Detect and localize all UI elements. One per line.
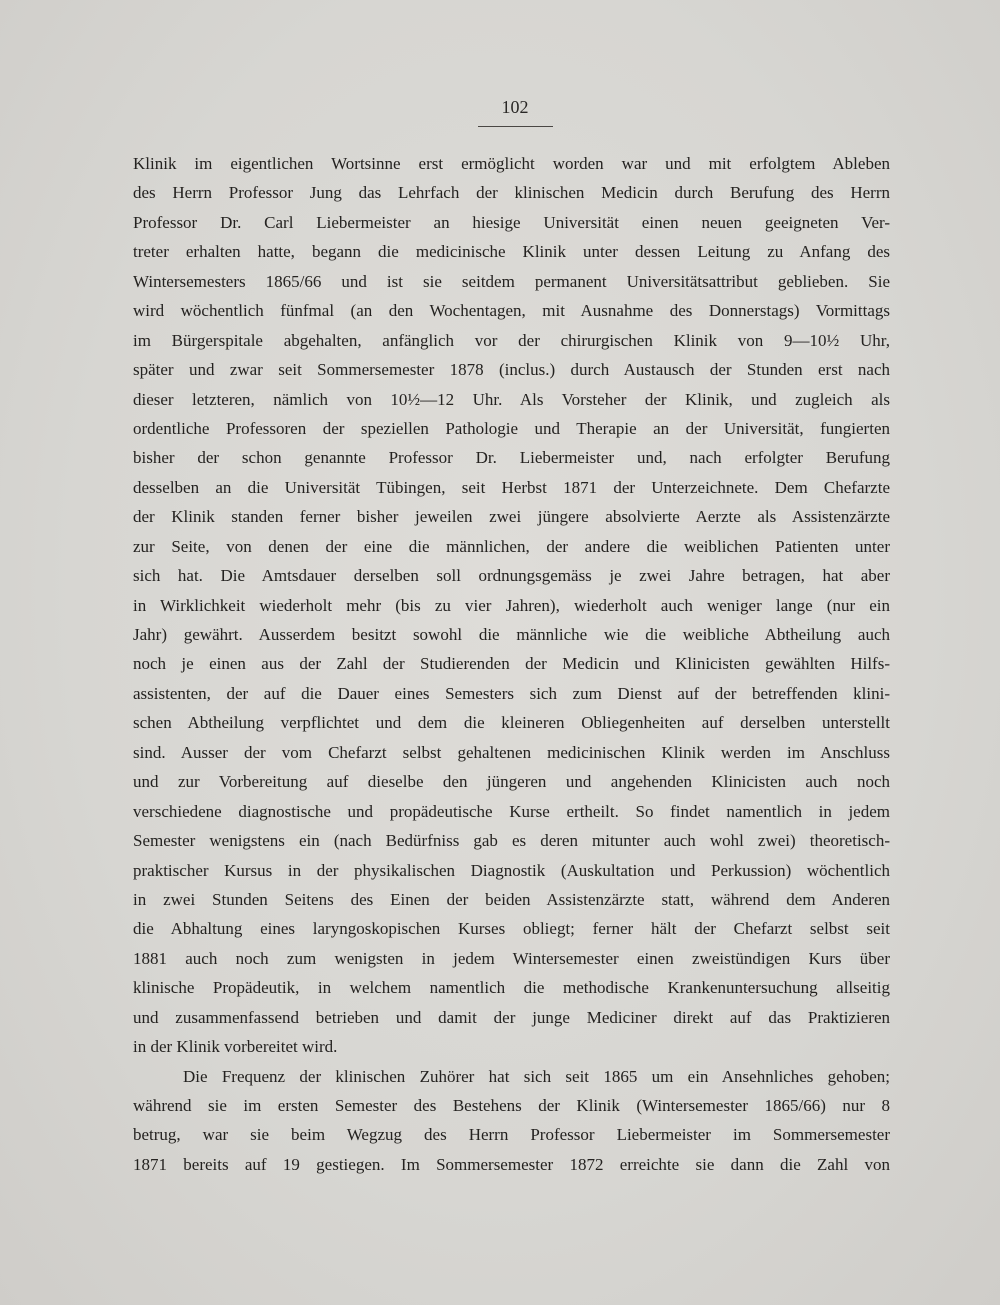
text-line: ordentliche Professoren der speziellen Pathologie und Therapie an der Universität, fungierten [133, 418, 890, 438]
text-line: bisher der schon genannte Professor Dr. Liebermeister und, nach erfolgter Berufung [133, 448, 890, 468]
page-number: 102 [501, 97, 529, 117]
text-line: zur Seite, von denen der eine die männlichen, der andere die weiblichen Patienten unter [133, 536, 890, 556]
text-line: betrug, war sie beim Wegzug des Herrn Professor Liebermeister im Sommersemester [133, 1125, 890, 1145]
text-line: schen Abtheilung verpflichtet und dem die kleineren Obliegenheiten auf derselben unterstellt [133, 713, 890, 733]
text-line: in zwei Stunden Seitens des Einen der beiden Assistenzärzte statt, während dem Anderen [133, 889, 890, 909]
text-line: wird wöchentlich fünfmal (an den Wochentagen, mit Ausnahme des Donnerstags) Vormittags [133, 301, 890, 321]
text-line: praktischer Kursus in der physikalischen Diagnostik (Auskultation und Perkussion) wöchentlich [133, 860, 890, 880]
text-line: und zusammenfassend betrieben und damit der junge Mediciner direkt auf das Praktizieren [133, 1007, 890, 1027]
paragraph-start-line: Die Frequenz der klinischen Zuhörer hat sich seit 1865 um ein Ansehnliches gehoben; [183, 1066, 890, 1086]
text-line: Wintersemesters 1865/66 und ist sie seitdem permanent Universitätsattribut geblieben. Sie [133, 271, 890, 291]
text-line: der Klinik standen ferner bisher jeweilen zwei jüngere absolvierte Aerzte als Assistenzärzte [133, 507, 890, 527]
text-line: klinische Propädeutik, in welchem namentlich die methodische Krankenuntersuchung allseitig [133, 978, 890, 998]
text-line: treter erhalten hatte, begann die medicinische Klinik unter dessen Leitung zu Anfang des [133, 242, 890, 262]
text-line: Professor Dr. Carl Liebermeister an hiesige Universität einen neuen geeigneten Ver- [133, 212, 890, 232]
text-line: sich hat. Die Amtsdauer derselben soll ordnungsgemäss je zwei Jahre betragen, hat aber [133, 566, 890, 586]
text-line: während sie im ersten Semester des Bestehens der Klinik (Wintersemester 1865/66) nur 8 [133, 1096, 890, 1115]
text-line: Semester wenigstens ein (nach Bedürfniss gab es deren mitunter auch wohl zwei) theoretisch- [133, 831, 890, 851]
text-line: Klinik im eigentlichen Wortsinne erst ermöglicht worden war und mit erfolgtem Ableben [133, 154, 890, 173]
text-line: in Wirklichkeit wiederholt mehr (bis zu vier Jahren), wiederholt auch weniger lange (nur ein [133, 595, 890, 615]
text-line: die Abhaltung eines laryngoskopischen Kurses obliegt; ferner hält der Chefarzt selbst seit [133, 919, 890, 939]
text-line: sind. Ausser der vom Chefarzt selbst gehaltenen medicinischen Klinik werden im Anschluss [133, 742, 890, 762]
page-number-rule [478, 126, 553, 127]
text-line: später und zwar seit Sommersemester 1878 (inclus.) durch Austausch der Stunden erst nach [133, 360, 890, 380]
text-line: im Bürgerspitale abgehalten, anfänglich vor der chirurgischen Klinik von 9—10½ Uhr, [133, 330, 890, 350]
text-line: Jahr) gewährt. Ausserdem besitzt sowohl die männliche wie die weibliche Abtheilung auch [133, 625, 890, 644]
text-line: 1881 auch noch zum wenigsten in jedem Wintersemester einen zweistündigen Kurs über [133, 948, 890, 968]
body-text [133, 149, 890, 1179]
text-line: assistenten, der auf die Dauer eines Semesters sich zum Dienst auf der betreffenden klini- [133, 683, 890, 703]
text-line: verschiedene diagnostische und propädeutische Kurse ertheilt. So findet namentlich in jedem [133, 801, 890, 821]
text-line: dieser letzteren, nämlich von 10½—12 Uhr. Als Vorsteher der Klinik, und zugleich als [133, 389, 890, 409]
text-line: desselben an die Universität Tübingen, seit Herbst 1871 der Unterzeichnete. Dem Chefarzte [133, 477, 890, 497]
text-line: und zur Vorbereitung auf dieselbe den jüngeren und angehenden Klinicisten auch noch [133, 772, 890, 792]
text-line: noch je einen aus der Zahl der Studierenden der Medicin und Klinicisten gewählten Hilfs- [133, 654, 890, 674]
text-line: 1871 bereits auf 19 gestiegen. Im Sommersemester 1872 erreichte sie dann die Zahl von [133, 1154, 890, 1174]
text-line: des Herrn Professor Jung das Lehrfach der klinischen Medicin durch Berufung des Herrn [133, 183, 890, 203]
paragraph-end-line: in der Klinik vorbereitet wird. [133, 1037, 338, 1057]
